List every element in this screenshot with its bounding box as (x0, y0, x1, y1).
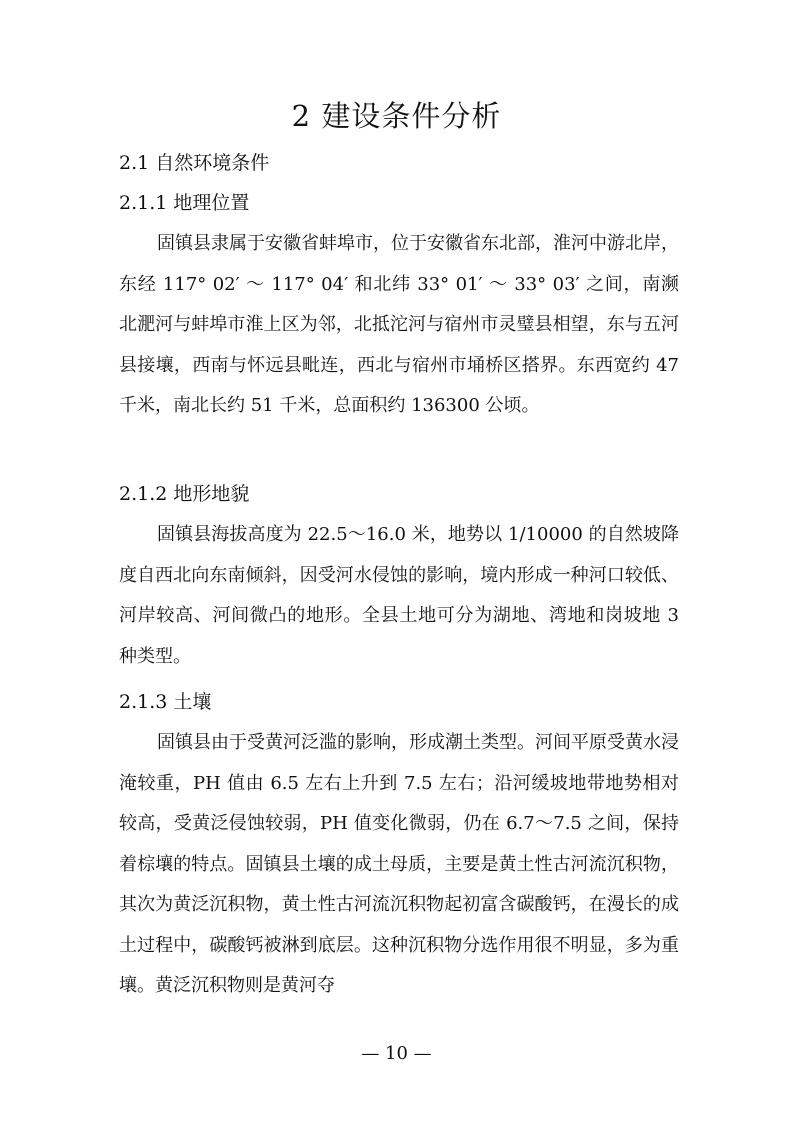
paragraph-location: 固镇县隶属于安徽省蚌埠市，位于安徽省东北部，淮河中游北岸，东经 117° 02′ ～ 117° 04′ 和北纬 33° 01′ ～ 33° 03′ 之间，南濒北淝河与蚌埠市淮上区为邻，北抵沱河与宿州市灵璧县相望，东与五河县接壤，西南与怀远县毗连，西北与宿州市埇桥区搭界。东西宽约 47 千米，南北长约 51 千米，总面积约 136300 公顷。 (119, 233, 679, 416)
subsection-heading-2-1-2: 2.1.2 地形地貌 (119, 483, 250, 505)
section-heading-2-1: 2.1 自然环境条件 (119, 152, 270, 174)
subsection-heading-2-1-1: 2.1.1 地理位置 (119, 192, 250, 214)
paragraph-terrain: 固镇县海拔高度为 22.5～16.0 米，地势以 1/10000 的自然坡降度自西北向东南倾斜，因受河水侵蚀的影响，境内形成一种河口较低、河岸较高、河间微凸的地形。全县土地可分为湖地、湾地和岗坡地 3 种类型。 (119, 524, 679, 667)
chapter-title: 2 建设条件分析 (291, 99, 502, 133)
page-number: — 10 — (361, 1043, 432, 1064)
paragraph-soil: 固镇县由于受黄河泛滥的影响，形成潮土类型。河间平原受黄水浸淹较重，PH 值由 6.5 左右上升到 7.5 左右；沿河缓坡地带地势相对较高，受黄泛侵蚀较弱，PH 值变化微弱，仍在 6.7～7.5 之间，保持着棕壤的特点。固镇县土壤的成土母质，主要是黄土性古河流沉积物，其次为黄泛沉积物，黄土性古河流沉积物起初富含碳酸钙，在漫长的成土过程中，碳酸钙被淋到底层。这种沉积物分选作用很不明显，多为重壤。黄泛沉积物则是黄河夺 (119, 732, 679, 996)
subsection-heading-2-1-3: 2.1.3 土壤 (119, 691, 212, 713)
